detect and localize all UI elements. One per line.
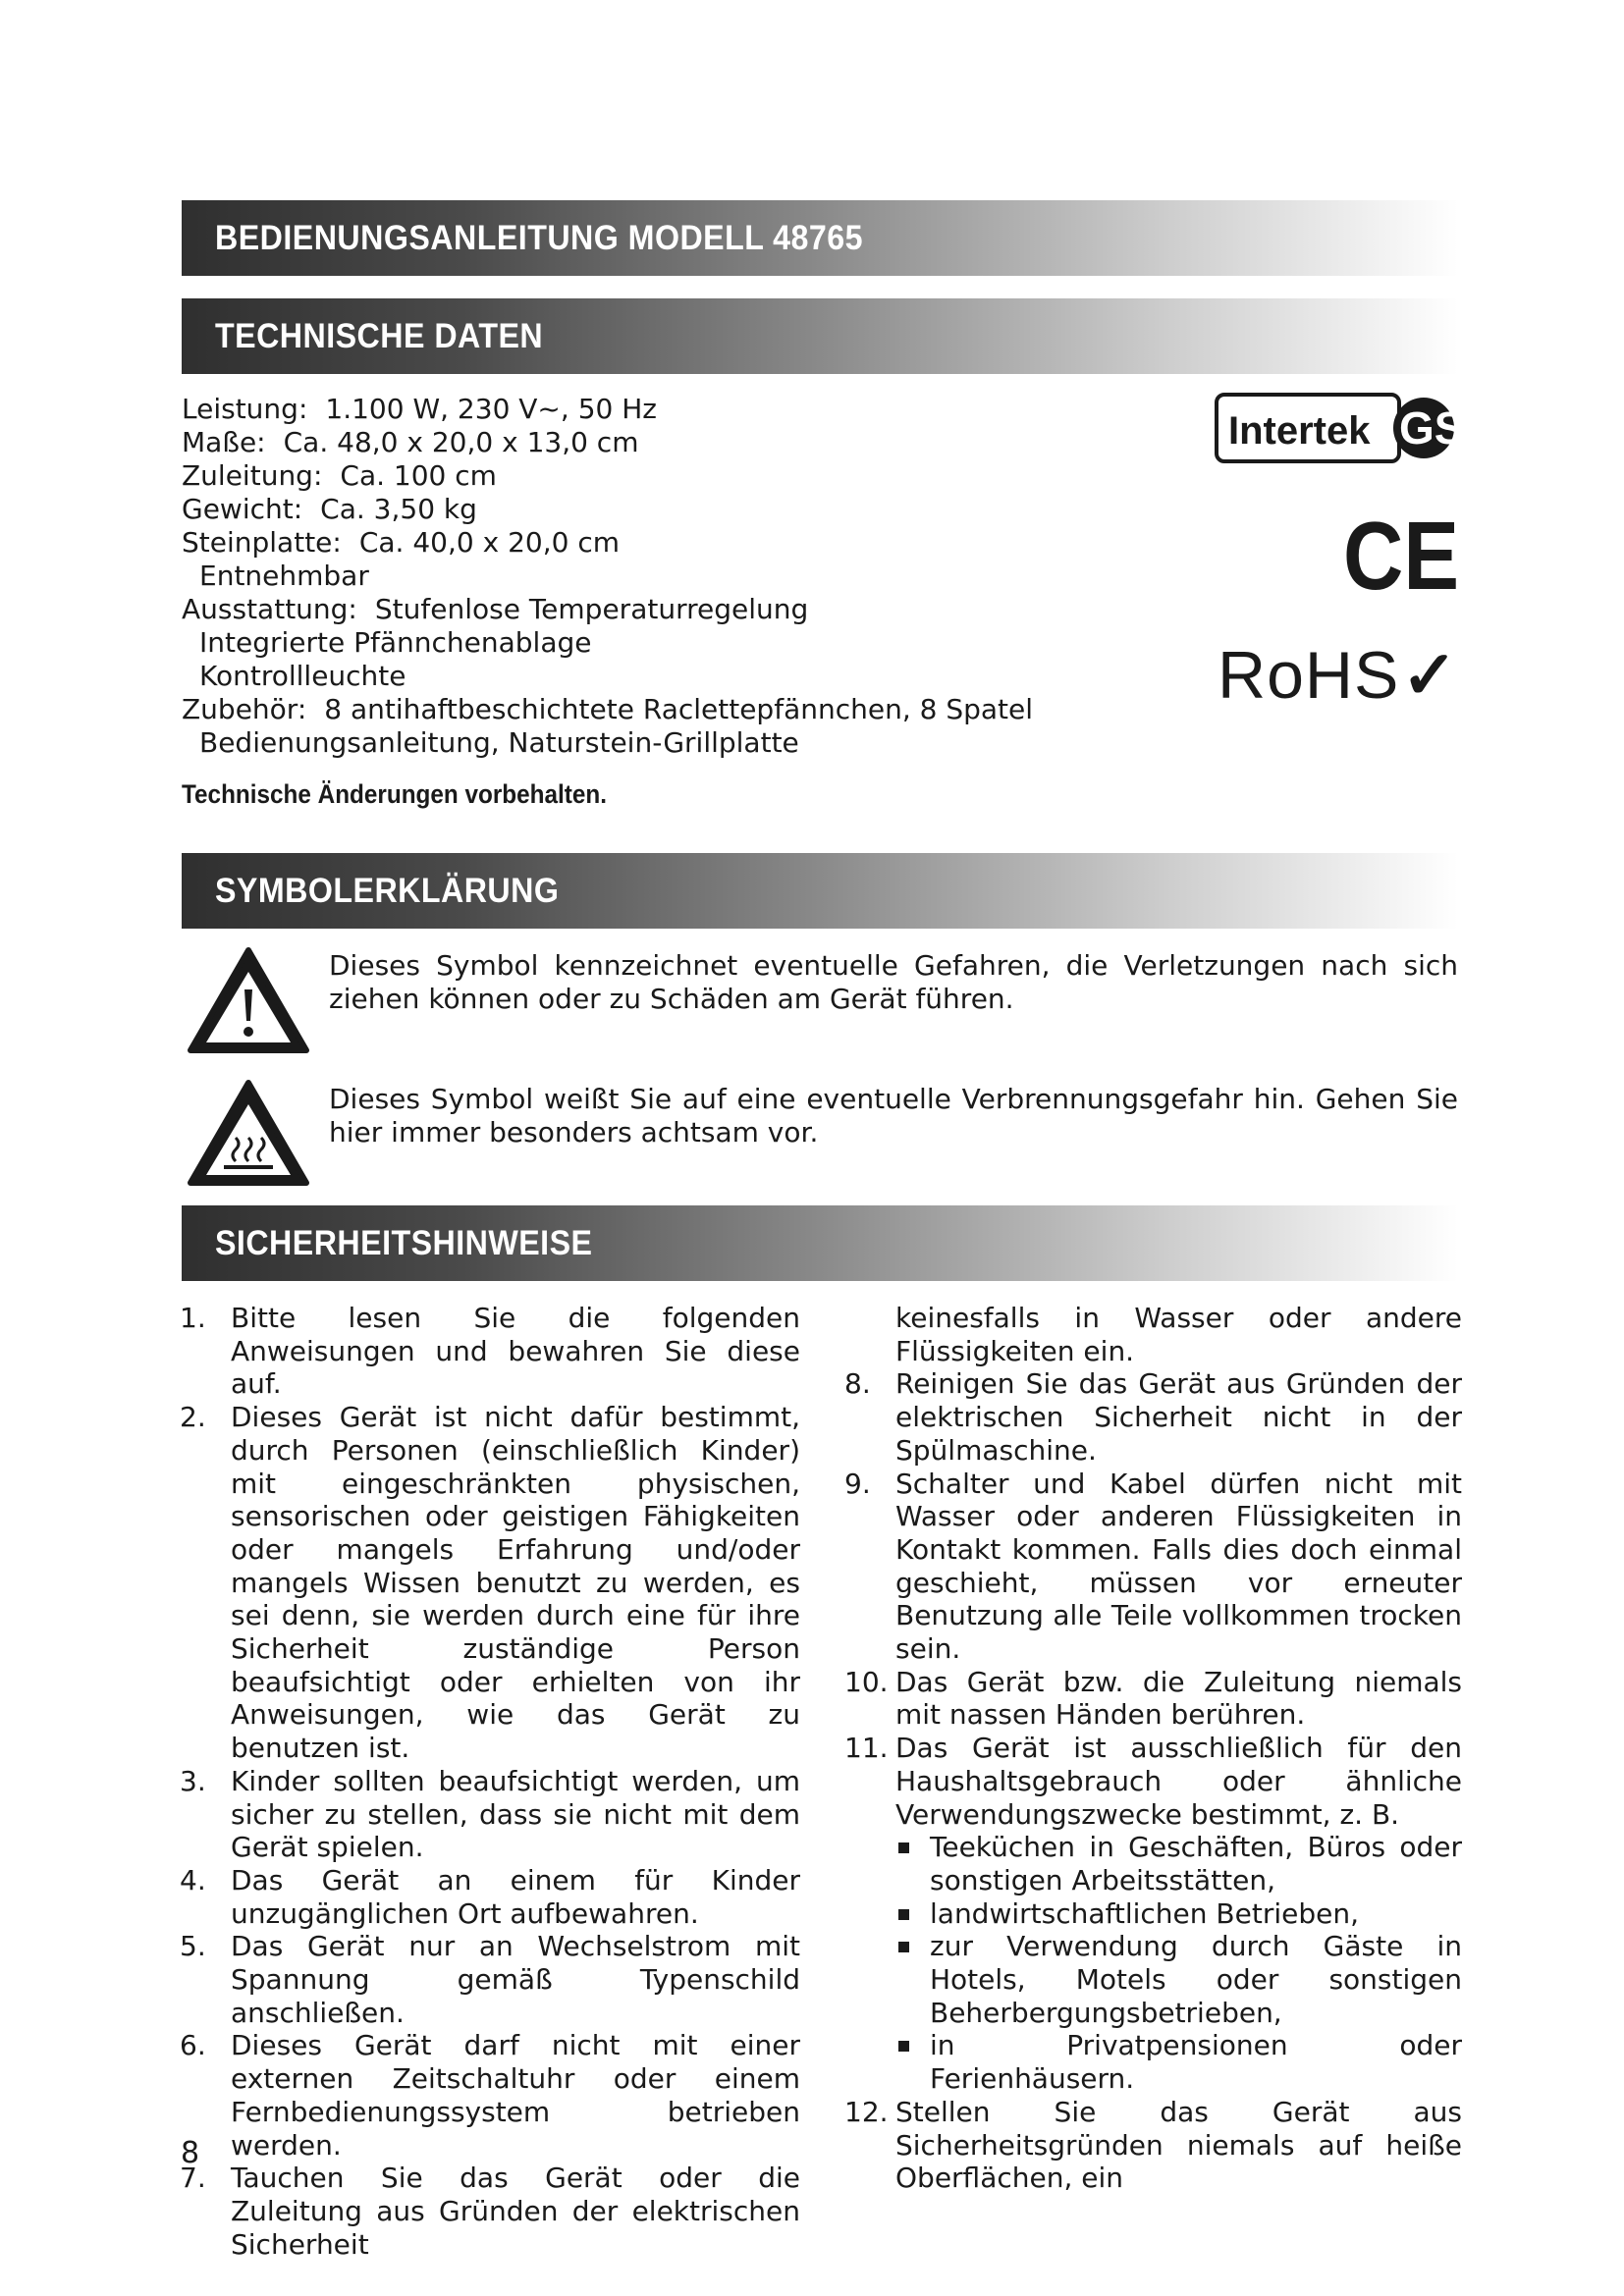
spec-row: Steinplatte: Ca. 40,0 x 20,0 cm <box>182 526 620 559</box>
safety-instructions-heading-banner <box>182 1205 1458 1281</box>
spec-row: Zubehör: 8 antihaftbeschichtete Raclettepfännchen, 8 Spatel <box>182 693 1034 725</box>
bullet-square-icon <box>898 1909 909 1920</box>
hot-surface-symbol-description: Dieses Symbol weißt Sie auf eine eventuelle Verbrennungsgefahr hin. Gehen Sie hier immer besonders achtsam vor. <box>329 1083 1458 1148</box>
safety-bullet: in Privatpensionen oder Ferienhäusern. <box>841 2029 1462 2095</box>
manual-title-banner <box>182 200 1458 276</box>
safety-instructions-heading: SICHERHEITSHINWEISE <box>215 1224 593 1262</box>
check-icon: ✓ <box>1401 638 1459 713</box>
page-number: 8 <box>181 2136 200 2170</box>
safety-bullet: landwirtschaftlichen Betrieben, <box>841 1897 1462 1931</box>
warning-icon <box>185 944 312 1057</box>
technical-data-heading: TECHNISCHE DATEN <box>215 317 544 355</box>
technical-data-heading-banner <box>182 298 1458 374</box>
ce-mark: CE <box>1343 502 1459 610</box>
safety-bullet: Teeküchen in Geschäften, Büros oder sonstigen Arbeitsstätten, <box>841 1831 1462 1896</box>
rohs-logo <box>1218 638 1459 713</box>
warning-symbol-description: Dieses Symbol kennzeichnet eventuelle Gefahren, die Verletzungen nach sich ziehen können oder zu Schäden am Gerät führen. <box>329 949 1458 1015</box>
safety-item: 5. Das Gerät nur an Wechselstrom mit Spannung gemäß Typenschild anschließen. <box>180 1930 800 2029</box>
safety-item: 11. Das Gerät ist ausschließlich für den Haushaltsgebrauch oder ähnliche Verwendungszwecke bestimmt, z. B. <box>844 1732 1462 1831</box>
safety-item: 4. Das Gerät an einem für Kinder unzugänglichen Ort aufbewahren. <box>180 1863 800 1930</box>
technical-data-list <box>182 393 1065 760</box>
bullet-square-icon <box>898 1842 909 1853</box>
spec-row: Bedienungsanleitung, Naturstein-Grillplatte <box>199 726 799 759</box>
safety-item: 2. Dieses Gerät ist nicht dafür bestimmt, durch Personen (einschließlich Kinder) mit eingeschränkten physischen, sensorischen oder geistigen Fähigkeiten oder mangels Erfahrung und/oder mangels Wissen benutzt zu werden, es sei denn, sie werden durch eine für ihre Sicherheit zuständige Person beaufsichtigt oder erhielten von ihr Anweisungen, wie das Gerät zu benutzen ist. <box>180 1401 800 1765</box>
safety-item: 12. Stellen Sie das Gerät aus Sicherheitsgründen niemals auf heiße Oberflächen, ein <box>844 2095 1462 2195</box>
spec-row: Maße: Ca. 48,0 x 20,0 x 13,0 cm <box>182 426 639 458</box>
spec-row: Integrierte Pfännchenablage <box>199 626 592 659</box>
spec-row: Ausstattung: Stufenlose Temperaturregelung <box>182 593 809 625</box>
gs-mark: GS <box>1399 402 1465 454</box>
safety-item: 7. Tauchen Sie das Gerät oder die Zuleitung aus Gründen der elektrischen Sicherheit <box>180 2162 800 2261</box>
intertek-label: Intertek <box>1228 409 1371 453</box>
technical-changes-note: Technische Änderungen vorbehalten. <box>182 779 607 809</box>
safety-column-right <box>841 1302 1462 2195</box>
spec-row: Entnehmbar <box>199 560 369 592</box>
symbol-explanation-heading-banner <box>182 853 1458 929</box>
rohs-label: RoHS <box>1218 638 1400 713</box>
safety-item: 6. Dieses Gerät darf nicht mit einer externen Zeitschaltuhr oder einem Fernbedienungssystem betrieben werden. <box>180 2029 800 2162</box>
manual-title: BEDIENUNGSANLEITUNG MODELL 48765 <box>215 219 864 257</box>
intertek-gs-logo <box>1215 391 1465 465</box>
symbol-explanation-heading: SYMBOLERKLÄRUNG <box>215 872 560 910</box>
safety-item-continuation: keinesfalls in Wasser oder andere Flüssigkeiten ein. <box>895 1302 1462 1367</box>
spec-row: Leistung: 1.100 W, 230 V~, 50 Hz <box>182 393 657 425</box>
bullet-square-icon <box>898 2041 909 2052</box>
spec-row: Zuleitung: Ca. 100 cm <box>182 459 497 492</box>
safety-item: 3. Kinder sollten beaufsichtigt werden, um sicher zu stellen, dass sie nicht mit dem Gerät spielen. <box>180 1764 800 1864</box>
safety-item: 8. Reinigen Sie das Gerät aus Gründen der elektrischen Sicherheit nicht in der Spülmaschine. <box>844 1367 1462 1467</box>
safety-item: 1. Bitte lesen Sie die folgenden Anweisungen und bewahren Sie diese auf. <box>180 1302 800 1401</box>
safety-item: 9. Schalter und Kabel dürfen nicht mit Wasser oder anderen Flüssigkeiten in Kontakt kommen. Falls dies doch einmal geschieht, müssen vor erneuter Benutzung alle Teile vollkommen trocken sein. <box>844 1467 1462 1666</box>
safety-bullet: zur Verwendung durch Gäste in Hotels, Motels oder sonstigen Beherbergungsbetrieben, <box>841 1930 1462 2029</box>
spec-row: Kontrollleuchte <box>199 660 406 692</box>
spec-row: Gewicht: Ca. 3,50 kg <box>182 493 477 525</box>
safety-item: 10. Das Gerät bzw. die Zuleitung niemals mit nassen Händen berühren. <box>844 1665 1462 1732</box>
bullet-square-icon <box>898 1942 909 1952</box>
safety-column-left <box>177 1302 800 2261</box>
ce-mark-logo <box>1343 502 1459 610</box>
hot-surface-icon <box>185 1077 312 1190</box>
